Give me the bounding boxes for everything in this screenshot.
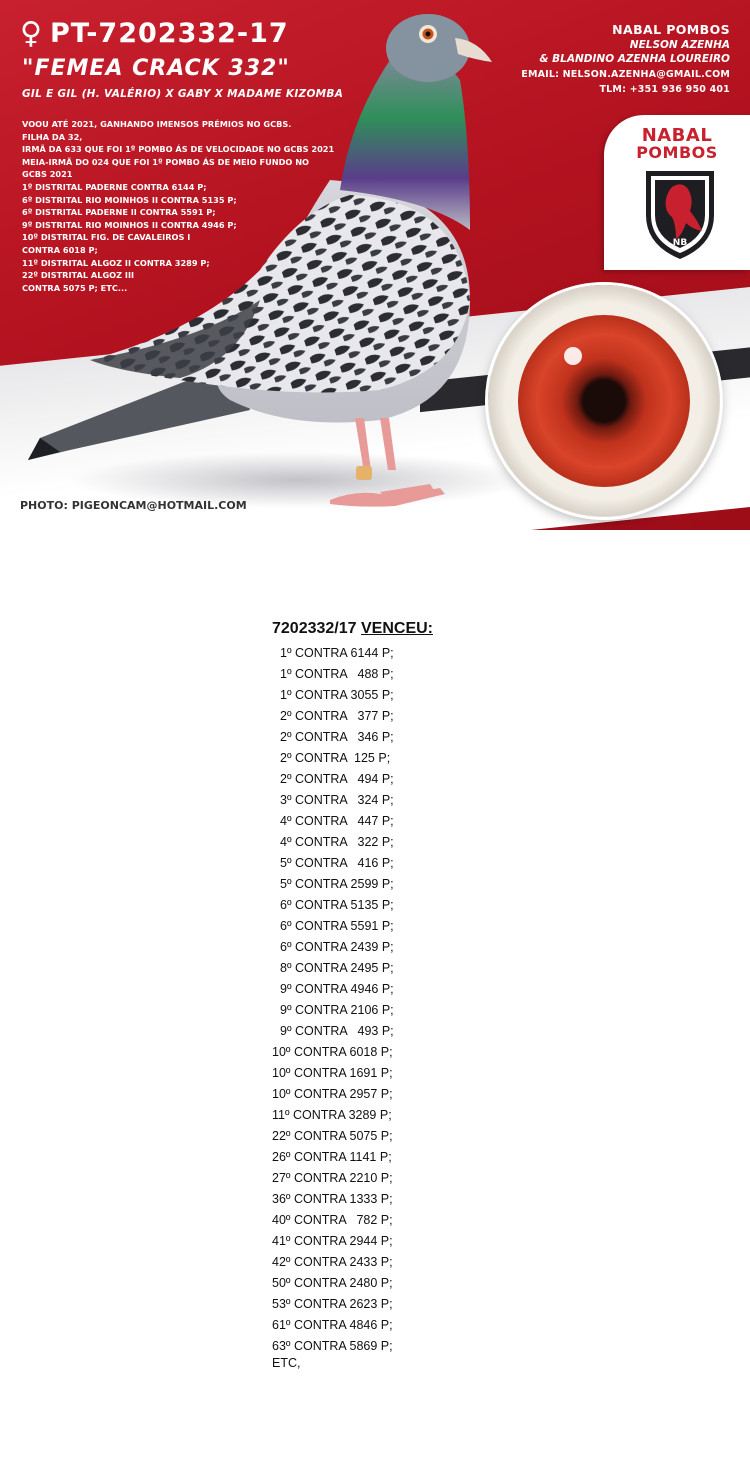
result-item: 9º CONTRA 493 P; <box>280 1024 394 1038</box>
result-item: 61º CONTRA 4846 P; <box>272 1318 393 1332</box>
result-item: 8º CONTRA 2495 P; <box>280 961 394 975</box>
ring-number: PT-7202332-17 <box>49 18 289 49</box>
result-item: 4º CONTRA 322 P; <box>280 835 394 849</box>
owner-email: EMAIL: NELSON.AZENHA@GMAIL.COM <box>521 69 730 80</box>
result-item: 26º CONTRA 1141 P; <box>272 1150 392 1164</box>
description-line: 6º DISTRITAL RIO MOINHOS II CONTRA 5135 P; <box>22 194 237 205</box>
result-item: 9º CONTRA 4946 P; <box>280 982 394 996</box>
results-heading-won: VENCEU: <box>360 620 433 637</box>
pigeon-description <box>22 118 382 294</box>
results-heading <box>272 620 433 638</box>
owner-line-1: NELSON AZENHA <box>629 39 730 51</box>
description-line: FILHA DA 32, <box>22 131 83 142</box>
result-item: 40º CONTRA 782 P; <box>272 1213 393 1227</box>
pigeon-eye-closeup <box>488 285 720 517</box>
result-item: 11º CONTRA 3289 P; <box>272 1108 392 1122</box>
result-item: 9º CONTRA 2106 P; <box>280 1003 394 1017</box>
description-line: 1º DISTRITAL PADERNE CONTRA 6144 P; <box>22 181 207 192</box>
description-line: 11º DISTRITAL ALGOZ II CONTRA 3289 P; <box>22 257 210 268</box>
description-line: 22º DISTRITAL ALGOZ III <box>22 270 135 281</box>
result-item: 27º CONTRA 2210 P; <box>272 1171 393 1185</box>
result-item: 6º CONTRA 5591 P; <box>280 919 394 933</box>
female-sex-icon: ♀ <box>20 15 42 51</box>
result-item: 5º CONTRA 416 P; <box>280 856 394 870</box>
result-item: 2º CONTRA 377 P; <box>280 709 394 723</box>
logo-wordmark <box>604 127 750 161</box>
description-line: GCBS 2021 <box>22 169 73 180</box>
result-item: 2º CONTRA 494 P; <box>280 772 394 786</box>
eye-glint <box>564 347 582 365</box>
result-item: 6º CONTRA 5135 P; <box>280 898 394 912</box>
logo-line-1: NABAL <box>641 125 713 146</box>
result-item: 6º CONTRA 2439 P; <box>280 940 394 954</box>
eye-iris <box>518 315 690 487</box>
result-item: 1º CONTRA 6144 P; <box>280 646 394 660</box>
description-line: 9º DISTRITAL RIO MOINHOS II CONTRA 4946 P; <box>22 219 237 230</box>
result-item: 1º CONTRA 3055 P; <box>280 688 394 702</box>
pigeon-banner <box>0 0 750 530</box>
result-item: 3º CONTRA 324 P; <box>280 793 394 807</box>
logo-initials: NB <box>672 238 688 248</box>
pigeon-lineage: GIL E GIL (H. VALÉRIO) X GABY X MADAME KIZOMBA <box>22 88 344 100</box>
owner-name: NABAL POMBOS <box>612 22 730 37</box>
result-item: 5º CONTRA 2599 P; <box>280 877 394 891</box>
owner-line-2: & BLANDINO AZENHA LOUREIRO <box>539 53 730 65</box>
results-etc: ETC, <box>272 1356 301 1370</box>
shield-pigeon-icon <box>642 165 718 261</box>
result-item: 10º CONTRA 6018 P; <box>272 1045 393 1059</box>
result-item: 63º CONTRA 5869 P; <box>272 1339 393 1353</box>
description-line: 6º DISTRITAL PADERNE II CONTRA 5591 P; <box>22 207 216 218</box>
results-list <box>272 643 433 1357</box>
result-item: 4º CONTRA 447 P; <box>280 814 394 828</box>
owner-phone: TLM: +351 936 950 401 <box>599 84 730 95</box>
photo-credit: PHOTO: PIGEONCAM@HOTMAIL.COM <box>20 499 247 512</box>
title-row <box>20 15 289 51</box>
description-line: CONTRA 6018 P; <box>22 244 98 255</box>
owner-info <box>521 22 730 95</box>
description-line: IRMÃ DA 633 QUE FOI 1º POMBO ÁS DE VELOCIDADE NO GCBS 2021 <box>22 144 335 155</box>
result-item: 10º CONTRA 1691 P; <box>272 1066 393 1080</box>
result-item: 53º CONTRA 2623 P; <box>272 1297 393 1311</box>
description-line: 10º DISTRITAL FIG. DE CAVALEIROS I <box>22 232 191 243</box>
result-item: 2º CONTRA 346 P; <box>280 730 394 744</box>
description-line: CONTRA 5075 P; ETC... <box>22 282 128 293</box>
results-section <box>272 620 433 1369</box>
result-item: 1º CONTRA 488 P; <box>280 667 394 681</box>
result-item: 50º CONTRA 2480 P; <box>272 1276 393 1290</box>
nabal-pombos-logo <box>604 115 750 270</box>
results-heading-id: 7202332/17 <box>272 620 357 637</box>
description-line: VOOU ATÉ 2021, GANHANDO IMENSOS PRÉMIOS NO GCBS. <box>22 119 292 129</box>
result-item: 22º CONTRA 5075 P; <box>272 1129 393 1143</box>
description-line: MEIA-IRMÃ DO 024 QUE FOI 1º POMBO ÁS DE MEIO FUNDO NO <box>22 156 310 167</box>
result-item: 10º CONTRA 2957 P; <box>272 1087 393 1101</box>
result-item: 41º CONTRA 2944 P; <box>272 1234 393 1248</box>
result-item: 2º CONTRA 125 P; <box>280 751 391 765</box>
result-item: 42º CONTRA 2433 P; <box>272 1255 393 1269</box>
result-item: 36º CONTRA 1333 P; <box>272 1192 393 1206</box>
logo-line-2: POMBOS <box>636 143 718 162</box>
pigeon-name: "FEMEA CRACK 332" <box>22 56 290 81</box>
